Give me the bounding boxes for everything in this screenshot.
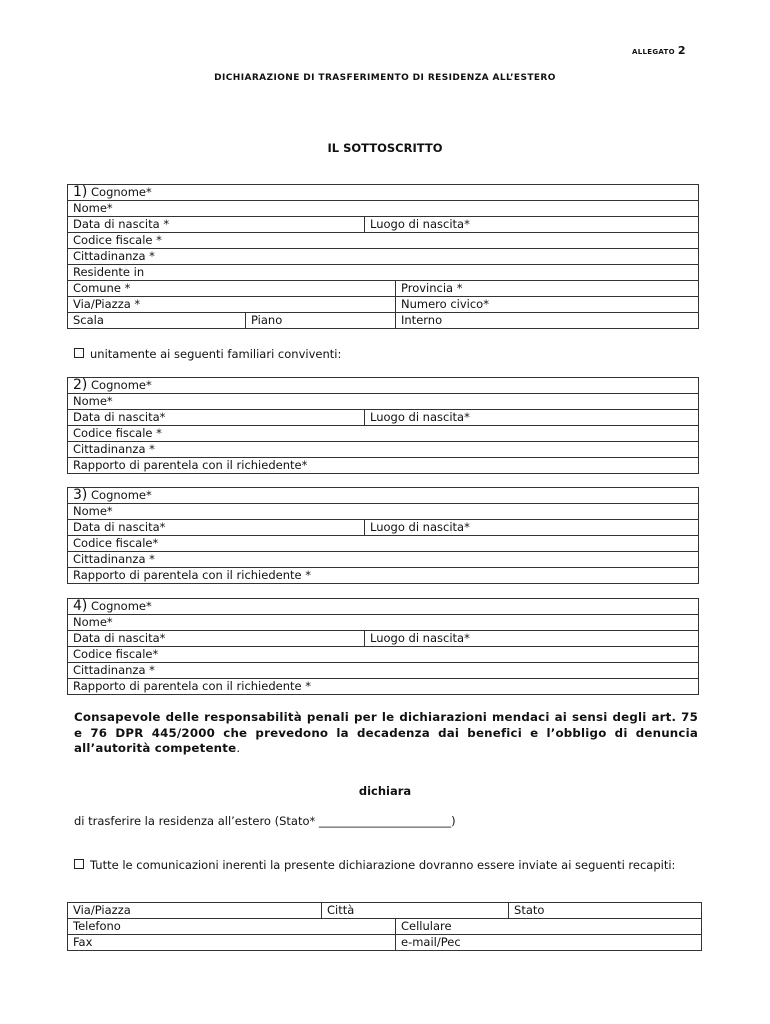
field-telefono[interactable]: Telefono: [68, 919, 396, 935]
declaration-end: .: [236, 741, 241, 755]
field-data-nascita[interactable]: Data di nascita*: [68, 520, 365, 536]
section-title: IL SOTTOSCRITTO: [327, 141, 443, 155]
communications-checkbox[interactable]: [74, 859, 84, 869]
field-cognome[interactable]: 2) Cognome*: [68, 378, 699, 394]
field-rapporto-parentela[interactable]: Rapporto di parentela con il richiedente *: [68, 568, 699, 584]
field-nome[interactable]: Nome*: [68, 201, 699, 217]
field-data-nascita[interactable]: Data di nascita*: [68, 410, 365, 426]
dichiara-heading: dichiara: [358, 784, 412, 798]
field-comune[interactable]: Comune *: [68, 281, 396, 297]
field-via-piazza[interactable]: Via/Piazza *: [68, 297, 396, 313]
field-cittadinanza[interactable]: Cittadinanza *: [68, 663, 699, 679]
communications-text: Tutte le comunicazioni inerenti la presente dichiarazione dovranno essere inviate ai seguenti recapiti:: [90, 858, 676, 872]
field-email[interactable]: e-mail/Pec: [396, 935, 702, 951]
allegato-number: 2: [677, 44, 686, 57]
field-cognome[interactable]: 1) Cognome*: [68, 185, 699, 201]
field-numero-civico[interactable]: Numero civico*: [396, 297, 699, 313]
field-fax[interactable]: Fax: [68, 935, 396, 951]
field-codice-fiscale[interactable]: Codice fiscale *: [68, 426, 699, 442]
field-nome[interactable]: Nome*: [68, 394, 699, 410]
family-member-form-3: [67, 487, 699, 584]
field-residente-in: Residente in: [68, 265, 699, 281]
field-rapporto-parentela[interactable]: Rapporto di parentela con il richiedente *: [68, 679, 699, 695]
family-member-form-2: [67, 377, 699, 474]
contact-form: [67, 902, 702, 951]
field-luogo-nascita[interactable]: Luogo di nascita*: [365, 410, 699, 426]
transfer-line: di trasferire la residenza all’estero (Stato* _______________________): [74, 814, 456, 828]
field-cognome[interactable]: 3) Cognome*: [68, 488, 699, 504]
field-cittadinanza[interactable]: Cittadinanza *: [68, 442, 699, 458]
field-codice-fiscale[interactable]: Codice fiscale*: [68, 536, 699, 552]
declaration-paragraph: [74, 710, 698, 757]
field-data-nascita[interactable]: Data di nascita *: [68, 217, 365, 233]
field-cittadinanza[interactable]: Cittadinanza *: [68, 552, 699, 568]
field-piano[interactable]: Piano: [246, 313, 396, 329]
allegato-text: ALLEGATO: [632, 48, 675, 56]
field-rapporto-parentela[interactable]: Rapporto di parentela con il richiedente*: [68, 458, 699, 474]
field-nome[interactable]: Nome*: [68, 504, 699, 520]
field-codice-fiscale[interactable]: Codice fiscale*: [68, 647, 699, 663]
family-intro-text: unitamente ai seguenti familiari conviventi:: [90, 347, 342, 361]
allegato-label: [632, 44, 686, 57]
family-checkbox-line: [74, 347, 341, 361]
family-member-form-4: [67, 598, 699, 695]
field-nome[interactable]: Nome*: [68, 615, 699, 631]
field-stato[interactable]: Stato: [509, 903, 702, 919]
field-luogo-nascita[interactable]: Luogo di nascita*: [365, 520, 699, 536]
field-cellulare[interactable]: Cellulare: [396, 919, 702, 935]
communications-line: [74, 857, 698, 873]
field-citta[interactable]: Città: [322, 903, 509, 919]
field-interno[interactable]: Interno: [396, 313, 699, 329]
field-cittadinanza[interactable]: Cittadinanza *: [68, 249, 699, 265]
field-via-piazza[interactable]: Via/Piazza: [68, 903, 322, 919]
family-checkbox[interactable]: [74, 348, 84, 358]
field-luogo-nascita[interactable]: Luogo di nascita*: [365, 631, 699, 647]
document-title: DICHIARAZIONE DI TRASFERIMENTO DI RESIDENZA ALL’ESTERO: [214, 73, 556, 83]
field-luogo-nascita[interactable]: Luogo di nascita*: [365, 217, 699, 233]
field-data-nascita[interactable]: Data di nascita*: [68, 631, 365, 647]
field-scala[interactable]: Scala: [68, 313, 246, 329]
declaration-text: Consapevole delle responsabilità penali per le dichiarazioni mendaci ai sensi degli art. 75 e 76 DPR 445/2000 che prevedono la decadenza dai benefici e l’obbligo di denuncia all’autorità competente: [74, 710, 698, 755]
field-cognome[interactable]: 4) Cognome*: [68, 599, 699, 615]
field-provincia[interactable]: Provincia *: [396, 281, 699, 297]
field-codice-fiscale[interactable]: Codice fiscale *: [68, 233, 699, 249]
applicant-form: [67, 184, 699, 329]
